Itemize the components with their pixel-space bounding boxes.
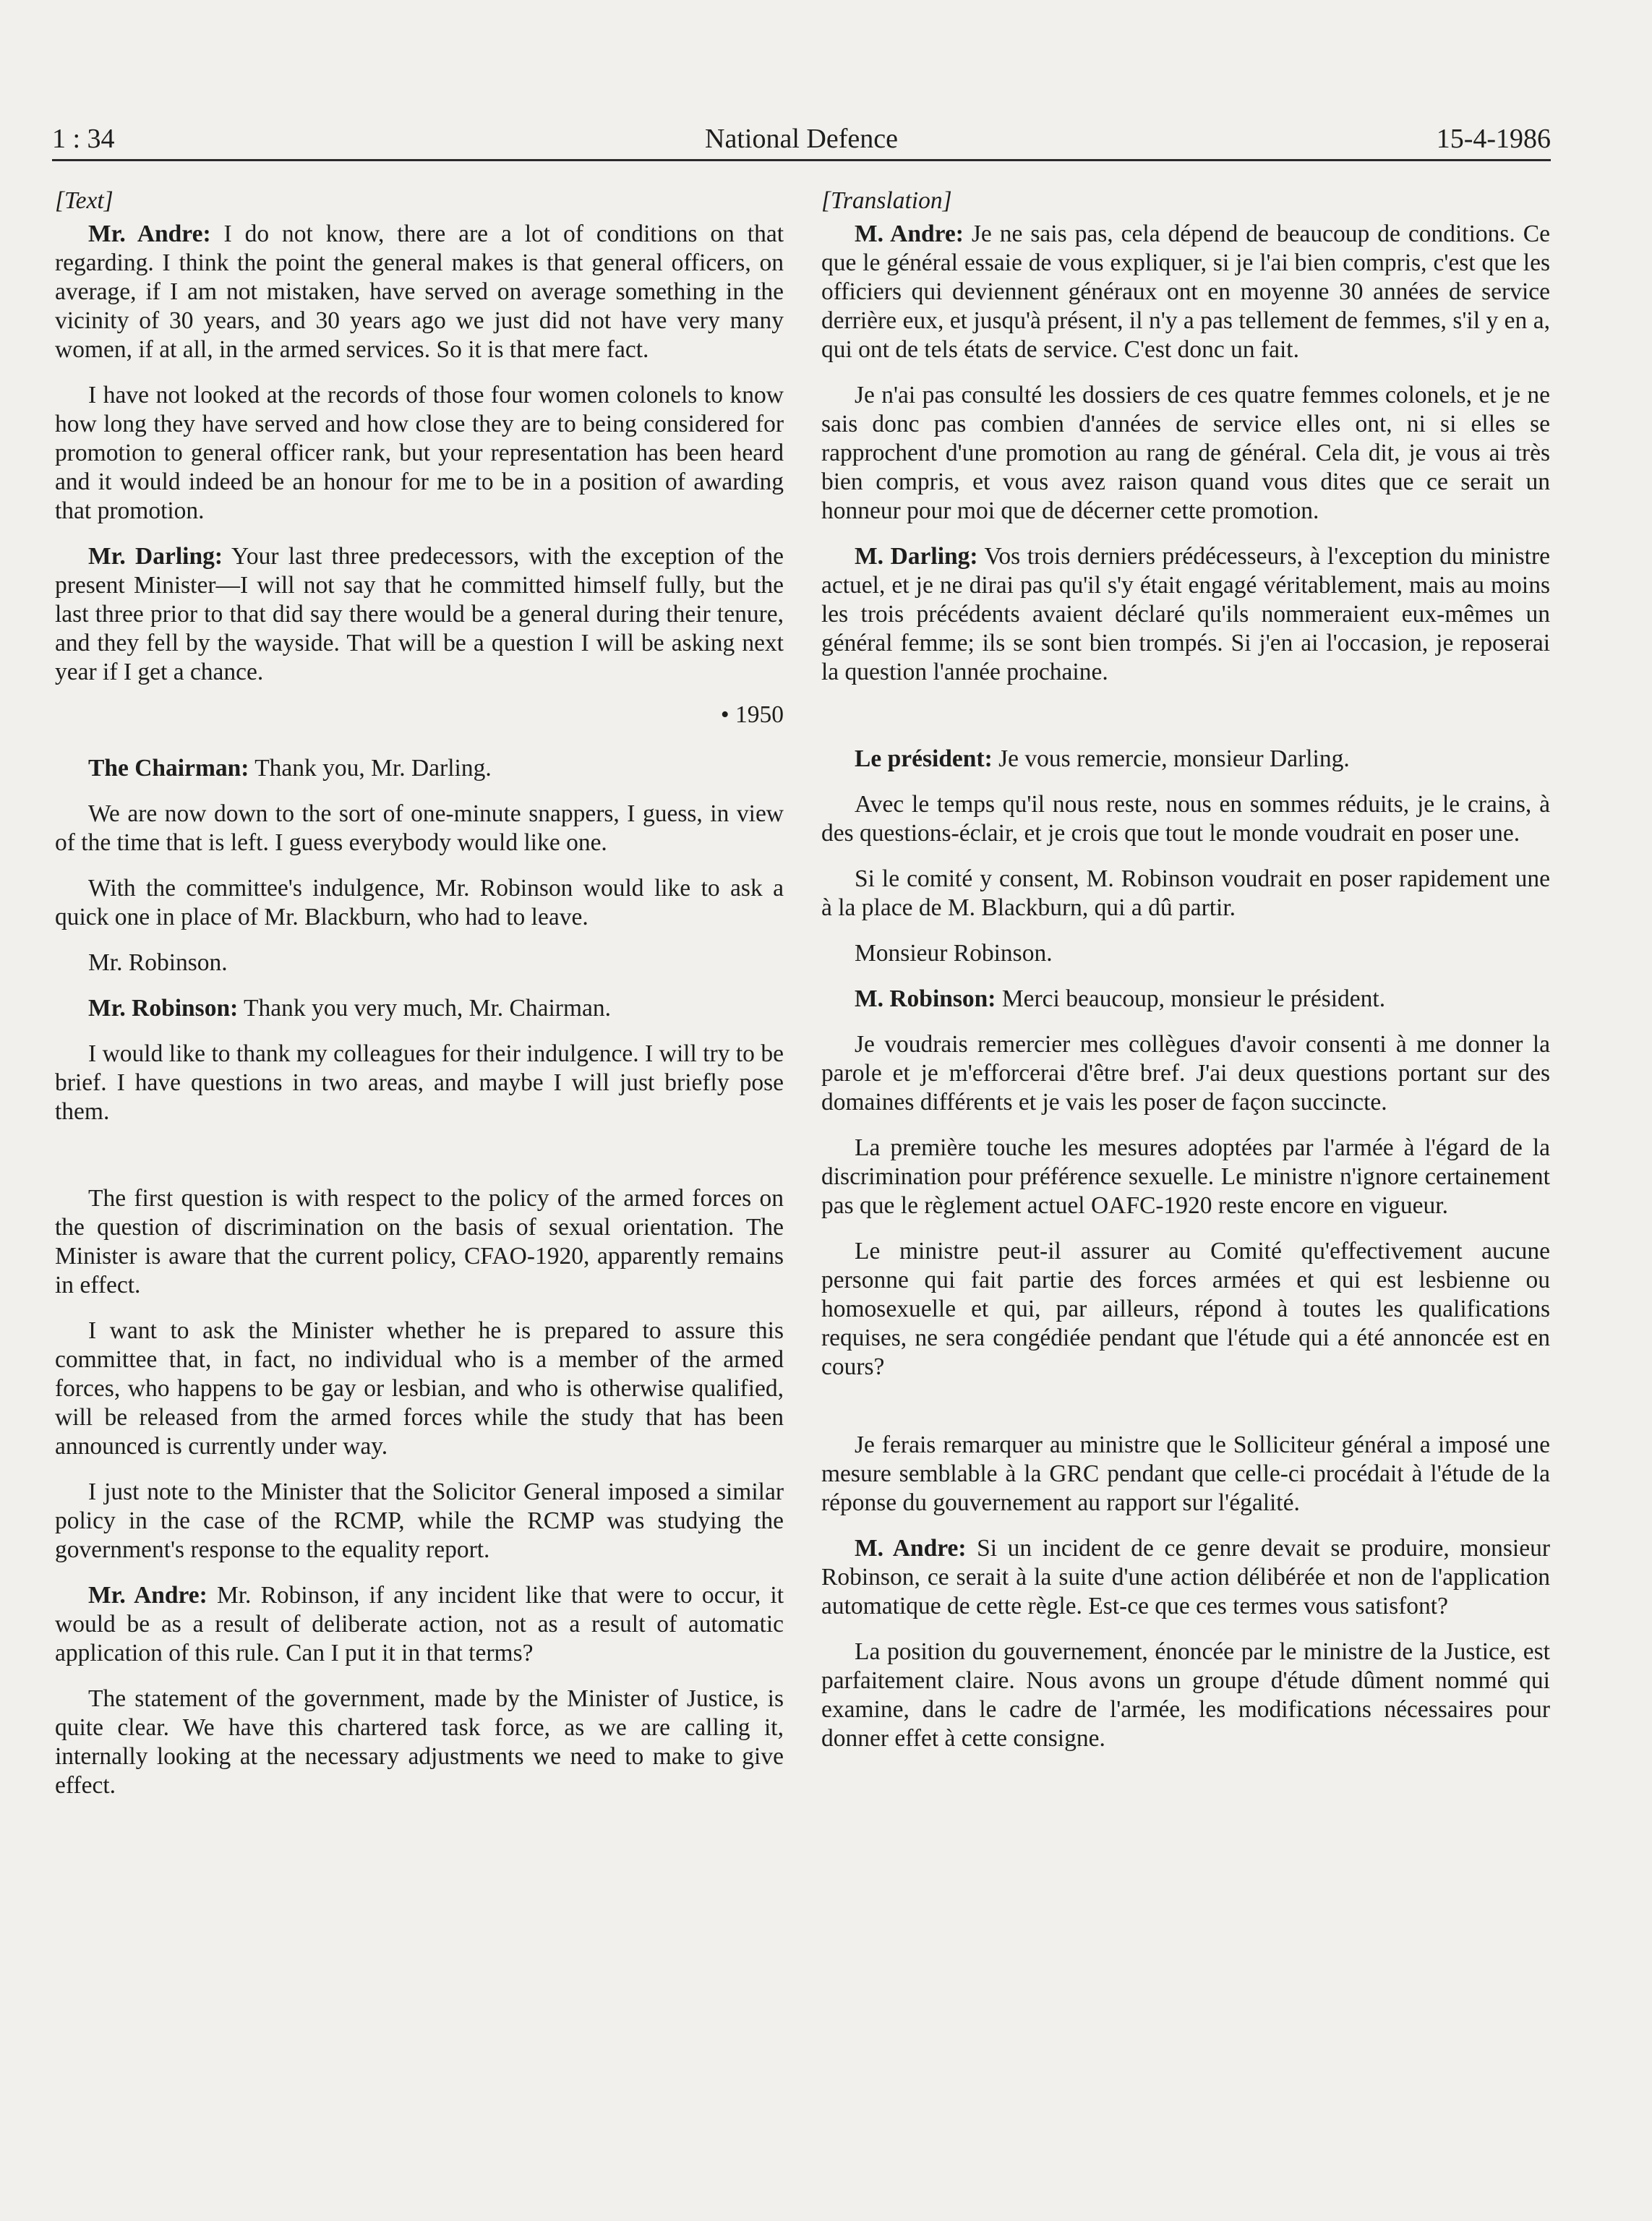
paragraph-text: Mr. Robinson. — [88, 949, 228, 976]
paragraph-text: With the committee's indulgence, Mr. Robinson would like to ask a quick one in place of Mr. Blackburn, who had to leave. — [55, 875, 784, 930]
speaker: The Chairman: — [88, 755, 249, 782]
paragraph-text: Thank you, Mr. Darling. — [249, 755, 492, 782]
paragraph-text: Your last three predecessors, with the exception of the present Minister—I will not say that he committed himself fully, but the last three prior to that did say there would be a general during their tenure, and they fell by the wayside. That will be a question I will be asking next year if I get a chance. — [55, 543, 784, 685]
paragraph — [55, 994, 784, 1023]
paragraph-text: I would like to thank my colleagues for their indulgence. I will try to be brief. I have questions in two areas, and maybe I will just briefly pose them. — [55, 1040, 784, 1125]
paragraph — [821, 1638, 1550, 1753]
paragraph — [55, 1317, 784, 1461]
paragraph — [55, 874, 784, 932]
paragraph — [55, 1478, 784, 1565]
speaker: Mr. Robinson: — [88, 995, 239, 1022]
paragraph-text: Thank you very much, Mr. Chairman. — [238, 995, 611, 1022]
paragraph — [821, 985, 1550, 1014]
header-title: National Defence — [705, 124, 898, 154]
paragraph-text: Je voudrais remercier mes collègues d'avoir consenti à me donner la parole et je m'efforcerai d'être bref. J'ai deux questions portant sur des domaines différents et je vais les poser de façon succincte. — [821, 1031, 1550, 1116]
paragraph — [821, 542, 1550, 687]
paragraph — [55, 220, 784, 364]
french-column — [821, 187, 1550, 1770]
paragraph-text: Le ministre peut-il assurer au Comité qu'effectivement aucune personne qui fait partie des forces armées et qui est lesbienne ou homosexuelle et qui, par ailleurs, répond à toutes les qualifications requises, ne sera congédiée pendant que l'étude qui a été annoncée est en cours? — [821, 1238, 1550, 1380]
paragraph — [821, 865, 1550, 923]
paragraph — [55, 1184, 784, 1300]
speaker: M. Andre: — [855, 1535, 967, 1562]
paragraph — [821, 220, 1550, 364]
paragraph — [821, 1237, 1550, 1382]
paragraph — [55, 1685, 784, 1800]
paragraph-text: The statement of the government, made by the Minister of Justice, is quite clear. We have this chartered task force, as we are calling it, internally looking at the necessary adjustments we need to make to give effect. — [55, 1685, 784, 1799]
time-marker: • 1950 — [720, 701, 784, 728]
paragraph-text: The first question is with respect to the policy of the armed forces on the question of discrimination on the basis of sexual orientation. The Minister is aware that the current policy, CFAO-1920, apparently remains in effect. — [55, 1185, 784, 1298]
paragraph — [821, 1534, 1550, 1621]
paragraph-text: Je n'ai pas consulté les dossiers de ces quatre femmes colonels, et je ne sais donc pas combien d'années de service elles ont, ni si elles se rapprochent d'une promotion au rang de général. Cela dit, je vous ai très bien compris, et vous avez raison quand vous dites que ce serait un honneur pour moi que de décerner cette promotion. — [821, 382, 1550, 524]
paragraph — [55, 949, 784, 977]
paragraph — [821, 1431, 1550, 1518]
paragraph — [55, 1581, 784, 1668]
paragraph — [821, 1030, 1550, 1117]
paragraph-text: Si un incident de ce genre devait se produire, monsieur Robinson, ce serait à la suite d'une action délibérée et non de l'application automatique de cette règle. Est-ce que ces termes vous satisfont? — [821, 1535, 1550, 1619]
paragraph-text: Monsieur Robinson. — [855, 940, 1053, 967]
header-date: 15-4-1986 — [1436, 124, 1551, 154]
paragraph-text: Si le comité y consent, M. Robinson voudrait en poser rapidement une à la place de M. Blackburn, qui a dû partir. — [821, 865, 1550, 921]
paragraph-text: I have not looked at the records of those four women colonels to know how long they have served and how close they are to being considered for promotion to general officer rank, but your representation has been heard and it would indeed be an honour for me to be in a position of awarding that promotion. — [55, 382, 784, 524]
speaker: M. Darling: — [855, 543, 978, 570]
paragraph — [821, 790, 1550, 848]
paragraph-text: Vos trois derniers prédécesseurs, à l'exception du ministre actuel, et je ne dirai pas qu'il s'y était engagé véritablement, mais au moins les trois précédents avaient déclaré qu'ils nommeraient eux-mêmes un général femme; ils se sont bien trompés. Si j'en ai l'occasion, je reposerai la question l'année prochaine. — [821, 543, 1550, 685]
paragraph — [55, 381, 784, 526]
paragraph — [821, 939, 1550, 968]
paragraph-text: We are now down to the sort of one-minute snappers, I guess, in view of the time that is left. I guess everybody would like one. — [55, 800, 784, 856]
paragraph — [55, 1040, 784, 1126]
speaker: M. Robinson: — [855, 985, 996, 1012]
paragraph-text: I do not know, there are a lot of conditions on that regarding. I think the point the general makes is that general officers, on average, if I am not mistaken, have served on average something in the vicinity of 30 years, and 30 years ago we just did not have very many women, if at all, in the armed services. So it is that mere fact. — [55, 221, 784, 363]
text-tag: [Text] — [55, 187, 114, 214]
paragraph-text: La position du gouvernement, énoncée par le ministre de la Justice, est parfaitement claire. Nous avons un groupe d'étude dûment nommé qui examine, dans le cadre de l'armée, les modifications nécessaires pour donner effet à cette consigne. — [821, 1638, 1550, 1752]
paragraph-text: Avec le temps qu'il nous reste, nous en sommes réduits, je le crains, à des questions-éclair, et je crois que tout le monde voudrait en poser une. — [821, 791, 1550, 847]
paragraph — [55, 754, 784, 783]
paragraph-text: Je ferais remarquer au ministre que le Solliciteur général a imposé une mesure semblable à la GRC pendant que celle-ci procédait à l'étude de la réponse du gouvernement au rapport sur l'égalité. — [821, 1432, 1550, 1516]
paragraph-text: La première touche les mesures adoptées par l'armée à l'égard de la discrimination pour préférence sexuelle. Le ministre n'ignore certainement pas que le règlement actuel OAFC-1920 reste encore en vigueur. — [821, 1134, 1550, 1219]
paragraph-text: Merci beaucoup, monsieur le président. — [996, 985, 1386, 1012]
paragraph-text: I just note to the Minister that the Solicitor General imposed a similar policy in the case of the RCMP, while the RCMP was studying the government's response to the equality report. — [55, 1478, 784, 1563]
paragraph — [821, 1134, 1550, 1220]
page-header — [52, 108, 1551, 161]
speaker: Mr. Andre: — [88, 1582, 207, 1609]
paragraph — [55, 800, 784, 857]
paragraph-text: Je ne sais pas, cela dépend de beaucoup de conditions. Ce que le général essaie de vous expliquer, si je l'ai bien compris, c'est que les officiers qui deviennent généraux ont en moyenne 30 années de service derrière eux, et jusqu'à présent, il n'y a pas tellement de femmes, s'il y en a, qui ont de tels états de service. C'est donc un fait. — [821, 221, 1551, 363]
speaker: Le président: — [855, 745, 993, 772]
paragraph-text: Je vous remercie, monsieur Darling. — [992, 745, 1350, 772]
translation-tag: [Translation] — [821, 187, 952, 214]
paragraph — [821, 745, 1550, 774]
speaker: Mr. Darling: — [88, 543, 223, 570]
paragraph-text: Mr. Robinson, if any incident like that were to occur, it would be as a result of deliberate action, not as a result of automatic application of this rule. Can I put it in that terms? — [55, 1582, 784, 1666]
speaker: M. Andre: — [855, 221, 964, 247]
page-number: 1 : 34 — [52, 124, 115, 154]
english-column — [55, 187, 784, 1817]
speaker: Mr. Andre: — [88, 221, 211, 247]
paragraph — [821, 381, 1550, 526]
paragraph — [55, 542, 784, 687]
paragraph-text: I want to ask the Minister whether he is prepared to assure this committee that, in fact, no individual who is a member of the armed forces, who happens to be gay or lesbian, and who is otherwise qualified, will be released from the armed forces while the study that has been announced is currently under way. — [55, 1317, 784, 1460]
